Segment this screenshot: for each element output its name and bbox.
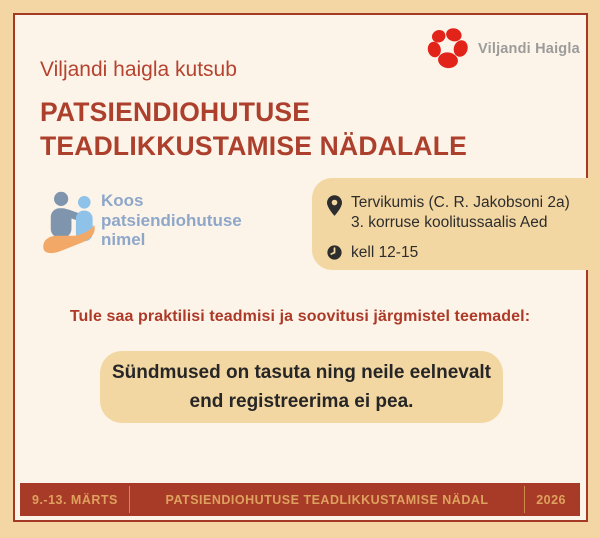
viljandi-flower-icon: [426, 27, 469, 70]
note-box: [100, 351, 503, 423]
koos-logo-caption: Koos patsiendiohutuse nimel: [101, 191, 242, 249]
footer-year: 2026: [536, 492, 566, 507]
footer-bar: [20, 483, 580, 516]
intro-line: Viljandi haigla kutsub: [40, 58, 237, 81]
people-handshake-icon: [40, 189, 98, 256]
note-line-2: end registreerima ei pea.: [189, 391, 414, 412]
event-info-box: [312, 178, 600, 270]
footer-dates: 9.-13. MÄRTS: [32, 492, 118, 507]
note-line-1: Sündmused on tasuta ning neile eelnevalt: [111, 362, 492, 383]
location-line-1: Tervikumis (C. R. Jakobsoni 2a): [351, 194, 570, 211]
location-line-2: 3. korruse koolitussaalis Aed: [351, 214, 548, 231]
location-row: [327, 193, 600, 233]
hospital-brand: [426, 27, 580, 70]
poster-title: [40, 95, 467, 163]
location-pin-icon: [327, 195, 342, 216]
title-line-2: TEADLIKKUSTAMISE NÄDALALE: [40, 131, 468, 161]
location-text: [351, 193, 570, 233]
title-line-1: PATSIENDIOHUTUSE: [40, 97, 311, 127]
time-text: kell 12-15: [351, 244, 419, 261]
clock-icon: [327, 245, 342, 260]
brand-name: Viljandi Haigla: [478, 40, 580, 57]
footer-label: PATSIENDIOHUTUSE TEADLIKKUSTAMISE NÄDAL: [165, 492, 489, 507]
lead-text: Tule saa praktilisi teadmisi ja soovitusi järgmistel teemadel:: [69, 308, 531, 325]
time-row: [327, 243, 600, 263]
